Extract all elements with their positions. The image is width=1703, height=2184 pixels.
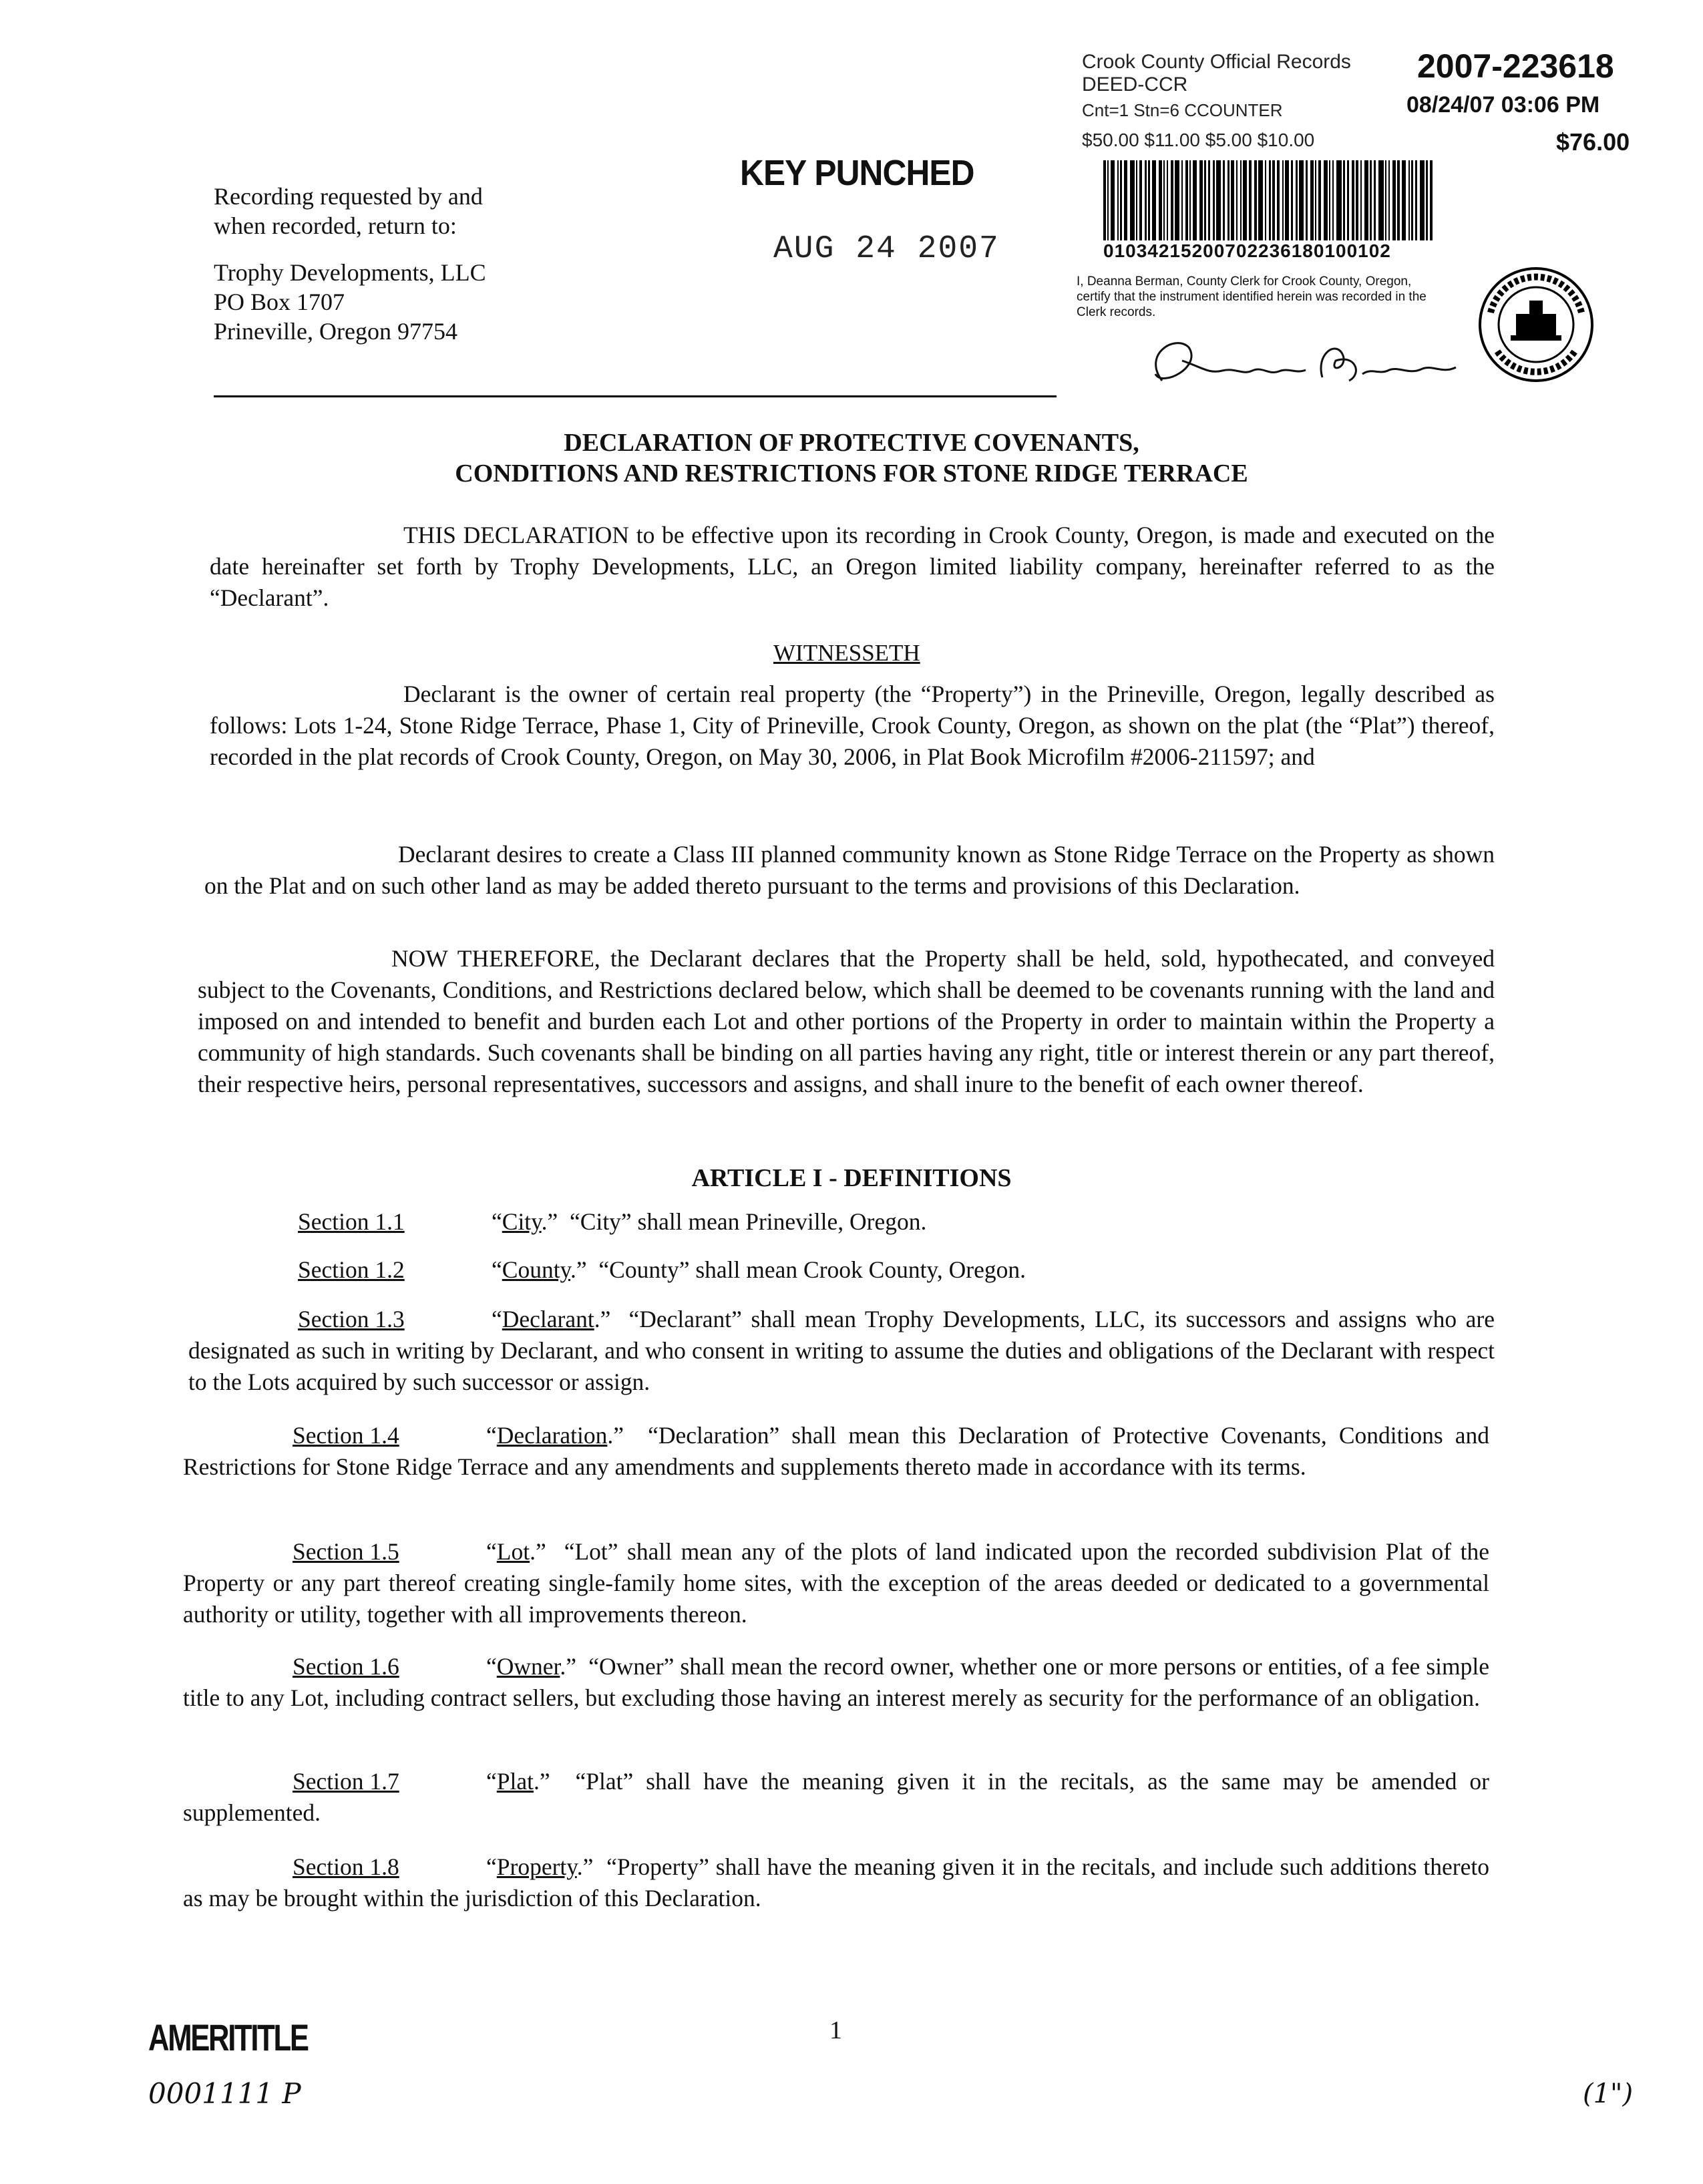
divider-rule xyxy=(214,395,1057,397)
barcode-bar xyxy=(1329,160,1330,240)
definition-section xyxy=(188,1254,1495,1286)
barcode-bar xyxy=(1420,160,1425,240)
recording-office: Crook County Official Records xyxy=(1082,51,1351,73)
barcode-bar xyxy=(1430,160,1433,240)
definition-section xyxy=(183,1651,1489,1714)
recording-total: $76.00 xyxy=(1556,128,1630,156)
section-text: “City” shall mean Prineville, Oregon. xyxy=(570,1208,927,1235)
definition-section xyxy=(183,1536,1489,1630)
barcode-bar xyxy=(1159,160,1162,240)
term-word: City xyxy=(502,1208,542,1235)
barcode-bar xyxy=(1374,160,1376,240)
barcode xyxy=(1103,160,1616,240)
handwritten-mark: (1") xyxy=(1583,2078,1634,2109)
clerk-certification: I, Deanna Berman, County Clerk for Crook County, Oregon, certify that the instrument identified herein was recorded in the Clerk records. xyxy=(1077,275,1427,319)
barcode-bar xyxy=(1385,160,1386,240)
barcode-bar xyxy=(1181,160,1183,240)
return-po-box: PO Box 1707 xyxy=(214,289,345,315)
recital-1: Declarant is the owner of certain real property (the “Property”) in the Prineville, Oregon, legally described as follows: Lots 1-24, Stone Ridge Terrace, Phase 1, City of Prineville, Crook County, Oregon, as shown on the plat (the “Plat”) thereof, recorded in the plat records of Crook County, Oregon, on May 30, 2006, in Plat Book Microfilm #2006-211597; and xyxy=(210,681,1495,770)
section-text: “Property” shall have the meaning given it in the recitals, and include such additions thereto as may be brought within the jurisdiction of this Declaration. xyxy=(183,1853,1489,1912)
barcode-bar xyxy=(1231,160,1234,240)
key-punched-stamp: KEY PUNCHED xyxy=(740,153,974,193)
barcode-bar xyxy=(1272,160,1276,240)
barcode-bar xyxy=(1265,160,1266,240)
section-term: “Property.” xyxy=(486,1853,607,1880)
section-label: Section 1.7 xyxy=(293,1768,399,1795)
barcode-bar xyxy=(1310,160,1314,240)
barcode-bar xyxy=(1139,160,1142,240)
barcode-bar xyxy=(1148,160,1149,240)
barcode-bar xyxy=(1282,160,1284,240)
definition-section xyxy=(183,1766,1489,1829)
county-seal xyxy=(1477,266,1595,383)
barcode-bar xyxy=(1324,160,1328,240)
barcode-bar xyxy=(1136,160,1137,240)
barcode-bar xyxy=(1120,160,1121,240)
term-word: Declaration xyxy=(496,1422,608,1449)
recording-station: Cnt=1 Stn=6 CCOUNTER xyxy=(1082,100,1283,120)
title-line-2: CONDITIONS AND RESTRICTIONS FOR STONE RIDGE TERRACE xyxy=(455,460,1248,488)
barcode-bar xyxy=(1402,160,1406,240)
barcode-bar xyxy=(1152,160,1156,240)
section-text: “Plat” shall have the meaning given it in the recitals, as the same may be amended or supplemented. xyxy=(183,1768,1489,1826)
section-term: “Declarant.” xyxy=(492,1306,629,1332)
term-word: County xyxy=(502,1256,571,1283)
barcode-bar xyxy=(1356,160,1358,240)
now-therefore-paragraph: NOW THEREFORE, the Declarant declares that the Property shall be held, sold, hypothecated, and conveyed subject to the Covenants, Conditions, and Restrictions declared below, which shall be deemed to be covenants running with the land and imposed on and intended to benefit and burden each Lot and other portions of the Property in order to maintain within the Property a community of high standards. Such covenants shall be binding on all parties having any right, title or interest therein or any part thereof, their respective heirs, personal representatives, successors and assigns, and shall inure to the benefit of each owner thereof. xyxy=(198,945,1495,1097)
barcode-bar xyxy=(1189,160,1191,240)
barcode-bar xyxy=(1103,160,1106,240)
barcode-bar xyxy=(1193,160,1197,240)
term-word: Property xyxy=(496,1853,577,1880)
barcode-bar xyxy=(1364,160,1368,240)
barcode-bar xyxy=(1236,160,1238,240)
section-text: “Declaration” shall mean this Declaration of Protective Covenants, Conditions and Restrictions for Stone Ridge Terrace and any amendments and supplements thereto made in accordance with its terms. xyxy=(183,1422,1489,1480)
witnesseth-heading: WITNESSETH xyxy=(773,640,920,666)
section-term: “Owner.” xyxy=(486,1653,589,1680)
barcode-bar xyxy=(1291,160,1292,240)
barcode-bar xyxy=(1216,160,1221,240)
section-term: “Plat.” xyxy=(486,1768,576,1795)
barcode-bar xyxy=(1392,160,1396,240)
barcode-bar xyxy=(1388,160,1390,240)
recording-datetime: 08/24/07 03:06 PM xyxy=(1406,92,1600,118)
barcode-bar xyxy=(1347,160,1348,240)
barcode-bar xyxy=(1332,160,1334,240)
definition-section xyxy=(183,1851,1489,1914)
article-heading: ARTICLE I - DEFINITIONS xyxy=(691,1164,1012,1192)
section-label: Section 1.1 xyxy=(298,1208,405,1235)
barcode-bar xyxy=(1223,160,1225,240)
barcode-bar xyxy=(1107,160,1109,240)
barcode-bar xyxy=(1124,160,1127,240)
definition-section xyxy=(183,1420,1489,1483)
barcode-bar xyxy=(1411,160,1412,240)
barcode-number: 01034215200702236180100102 xyxy=(1103,240,1391,261)
intro-paragraph: THIS DECLARATION to be effective upon its recording in Crook County, Oregon, is made and executed on the date hereinafter set forth by Trophy Developments, LLC, an Oregon limited liability company, hereinafter referred to as the “Declarant”. xyxy=(210,522,1495,611)
barcode-bar xyxy=(1240,160,1242,240)
barcode-bar xyxy=(1277,160,1280,240)
stamp-date: AUG 24 2007 xyxy=(773,231,1000,267)
definition-section xyxy=(188,1206,1495,1238)
barcode-bar xyxy=(1167,160,1168,240)
document-title xyxy=(200,427,1503,489)
term-word: Owner xyxy=(496,1653,560,1680)
recital-2: Declarant desires to create a Class III planned community known as Stone Ridge Terrace on the Property as shown on the Plat and on such other land as may be added thereto pursuant to the terms and provisions of this Declaration. xyxy=(204,841,1495,899)
barcode-bar xyxy=(1227,160,1229,240)
return-to-block xyxy=(214,182,486,346)
section-label: Section 1.5 xyxy=(293,1538,399,1565)
barcode-bar xyxy=(1415,160,1418,240)
page-number: 1 xyxy=(829,2016,842,2044)
barcode-bar xyxy=(1378,160,1383,240)
barcode-bar xyxy=(1163,160,1165,240)
section-text: “County” shall mean Crook County, Oregon. xyxy=(598,1256,1026,1283)
return-city: Prineville, Oregon 97754 xyxy=(214,318,457,345)
barcode-bar xyxy=(1185,160,1188,240)
return-line-2: when recorded, return to: xyxy=(214,212,457,239)
barcode-bar xyxy=(1145,160,1147,240)
barcode-bar xyxy=(1336,160,1341,240)
barcode-bar xyxy=(1318,160,1321,240)
section-term: “City.” xyxy=(492,1208,570,1235)
section-text: “Owner” shall mean the record owner, whether one or more persons or entities, of a fee simple title to any Lot, including contract sellers, but excluding those having an interest merely as security for the performance of an obligation. xyxy=(183,1653,1489,1711)
barcode-bar xyxy=(1315,160,1316,240)
section-label: Section 1.2 xyxy=(298,1256,405,1283)
barcode-bar xyxy=(1296,160,1298,240)
term-word: Declarant xyxy=(502,1306,594,1332)
barcode-bar xyxy=(1426,160,1427,240)
recording-fees: $50.00 $11.00 $5.00 $10.00 xyxy=(1082,130,1315,150)
barcode-bar xyxy=(1204,160,1205,240)
barcode-bar xyxy=(1117,160,1119,240)
recording-number: 2007-223618 xyxy=(1417,47,1614,85)
title-line-1: DECLARATION OF PROTECTIVE COVENANTS, xyxy=(564,429,1139,457)
barcode-bar xyxy=(1208,160,1211,240)
barcode-bar xyxy=(1360,160,1362,240)
barcode-bar xyxy=(1408,160,1410,240)
barcode-bar xyxy=(1199,160,1203,240)
barcode-bar xyxy=(1254,160,1257,240)
barcode-bar xyxy=(1243,160,1247,240)
barcode-bar xyxy=(1306,160,1307,240)
section-label: Section 1.6 xyxy=(293,1653,399,1680)
barcode-bar xyxy=(1111,160,1115,240)
handwritten-code: 0001111 P xyxy=(148,2077,301,2110)
section-label: Section 1.4 xyxy=(293,1422,399,1449)
clerk-signature xyxy=(1135,327,1469,401)
barcode-bar xyxy=(1171,160,1173,240)
barcode-bar xyxy=(1213,160,1214,240)
barcode-bar xyxy=(1249,160,1252,240)
barcode-bar xyxy=(1130,160,1135,240)
barcode-bar xyxy=(1285,160,1289,240)
barcode-bar xyxy=(1175,160,1179,240)
section-term: “County.” xyxy=(492,1256,599,1283)
return-name: Trophy Developments, LLC xyxy=(214,259,486,286)
barcode-bar xyxy=(1352,160,1355,240)
section-label: Section 1.3 xyxy=(298,1306,405,1332)
return-line-1: Recording requested by and xyxy=(214,183,483,210)
section-term: “Lot.” xyxy=(486,1538,564,1565)
section-term: “Declaration.” xyxy=(486,1422,648,1449)
section-text: “Declarant” shall mean Trophy Developments, LLC, its successors and assigns who are designated as such in writing by Declarant, and who consent in writing to assume the duties and obligations of the Declarant with respect to the Lots acquired by such successor or assign. xyxy=(188,1306,1495,1395)
amerititle-logo: AMERITITLE xyxy=(148,2016,308,2058)
section-label: Section 1.8 xyxy=(293,1853,399,1880)
barcode-bar xyxy=(1299,160,1304,240)
barcode-bar xyxy=(1370,160,1371,240)
term-word: Plat xyxy=(496,1768,534,1795)
recording-doc-type: DEED-CCR xyxy=(1082,73,1188,96)
barcode-bar xyxy=(1343,160,1346,240)
section-text: “Lot” shall mean any of the plots of land indicated upon the recorded subdivision Plat of the Property or any part thereof creating single-family home sites, with the exception of the areas deeded or dedicated to a governmental authority or utility, together with all improvements thereon. xyxy=(183,1538,1489,1628)
definition-section xyxy=(188,1304,1495,1398)
barcode-bar xyxy=(1258,160,1263,240)
barcode-bar xyxy=(1269,160,1270,240)
term-word: Lot xyxy=(496,1538,530,1565)
barcode-bar xyxy=(1397,160,1400,240)
